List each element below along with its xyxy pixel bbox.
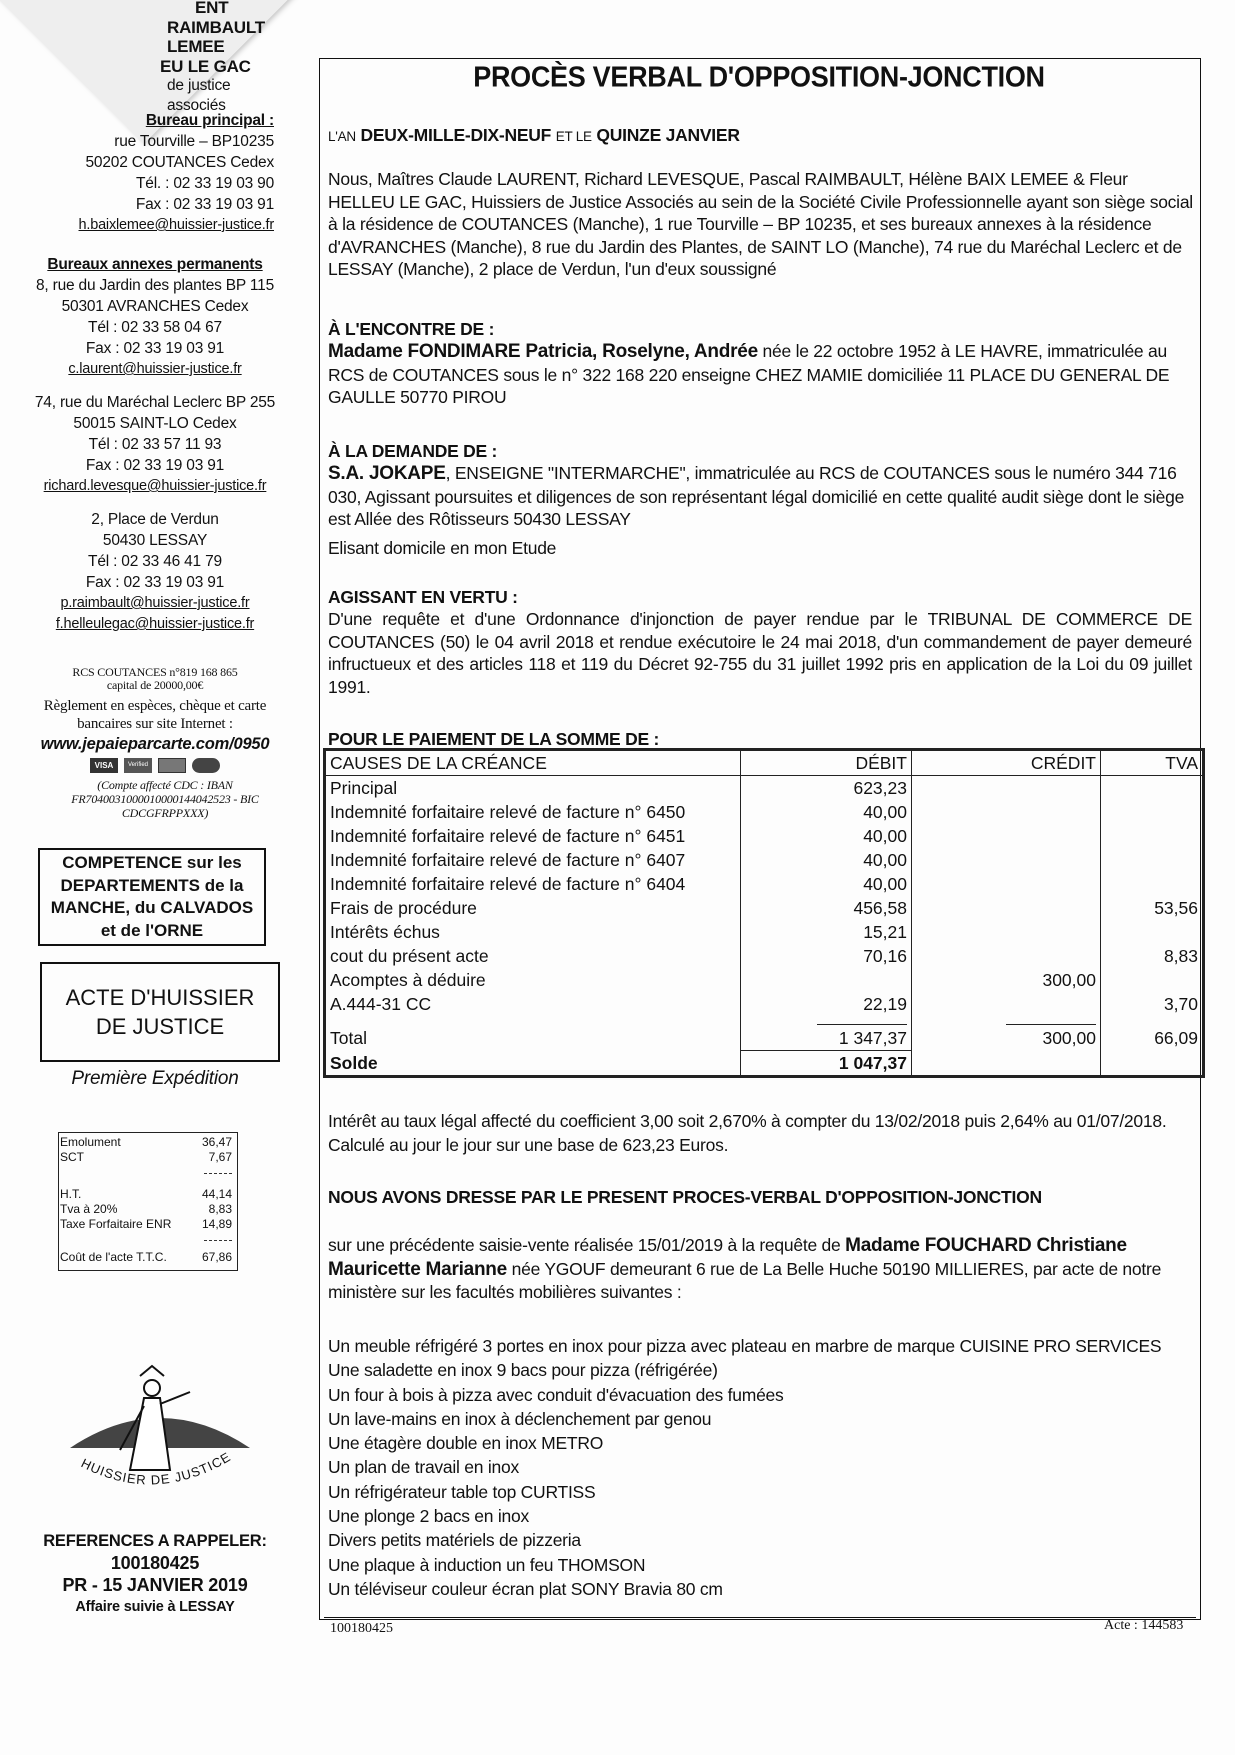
creance-row bbox=[325, 920, 1204, 944]
payment-website-link[interactable]: www.jepaieparcarte.com/0950 bbox=[40, 735, 270, 753]
annex-line: 74, rue du Maréchal Leclerc BP 255 bbox=[34, 394, 276, 411]
justice-figure-icon bbox=[120, 1366, 190, 1470]
subtotal-rule bbox=[1006, 1018, 1096, 1025]
creance-debit: 70,16 bbox=[741, 944, 912, 968]
saisie-requester-name-cont: Mauricette Marianne bbox=[328, 1258, 507, 1280]
creance-debit bbox=[741, 968, 912, 992]
vertu-paragraph: D'une requête et d'une Ordonnance d'injonction de payer rendue par le TRIBUNAL DE COMMERCE DE COUTANCES (50) le 04 avril 2018 et rendue exécutoire le 24 mai 2018, d'un commandement de payer demeuré infructueux et des articles 118 et 119 du Décret 92-755 du 31 juillet 1992 pris en application de la Loi du 09 juillet 1991. bbox=[328, 609, 1192, 697]
creance-tva bbox=[1101, 848, 1204, 872]
firm-line: LEMEE bbox=[167, 37, 225, 56]
creance-debit: 40,00 bbox=[741, 872, 912, 896]
creance-tva bbox=[1101, 872, 1204, 896]
annex-line: Tél : 02 33 58 04 67 bbox=[88, 319, 222, 336]
encontre-title: À L'ENCONTRE DE : bbox=[328, 319, 495, 339]
main-office-line: Tél. : 02 33 19 03 90 bbox=[136, 175, 274, 192]
intro-paragraph: Nous, Maîtres Claude LAURENT, Richard LEVESQUE, Pascal RAIMBAULT, Hélène BAIX LEMEE & Fleur HELLEU LE GAC, Huissiers de Justice Associés au sein de la Société Civile Professionnelle ayant son siège social à la résidence de COUTANCES (Manche), 1 rue Tourville – BP 10235, et ses bureaux annexes à la résidence d'AVRANCHES (Manche), 8 rue du Jardin des Plantes, de SAINT LO (Manche), 74 rue du Maréchal Leclerc et de LESSAY (Manche), 2 place de Verdun, l'un d'eux soussigné bbox=[328, 169, 1193, 279]
creance-credit bbox=[912, 920, 1101, 944]
date-day: QUINZE JANVIER bbox=[596, 125, 740, 145]
firm-line: RAIMBAULT bbox=[167, 17, 265, 37]
date-mid: ET LE bbox=[555, 129, 592, 144]
creance-cause: cout du présent acte bbox=[325, 944, 741, 968]
footer-rule bbox=[324, 1617, 1196, 1618]
creance-row bbox=[325, 944, 1204, 968]
header-causes: CAUSES DE LA CRÉANCE bbox=[325, 750, 741, 776]
saisie-requester-name: Madame FOUCHARD Christiane bbox=[845, 1235, 1127, 1256]
creance-credit bbox=[912, 944, 1101, 968]
visa-card-icon: VISA bbox=[90, 758, 118, 773]
demande-title: À LA DEMANDE DE : bbox=[328, 441, 498, 461]
firm-line: ENT bbox=[195, 0, 229, 17]
rcs-block bbox=[20, 666, 290, 692]
reference-date: PR - 15 JANVIER 2019 bbox=[62, 1575, 248, 1595]
fee-value: 14,89 bbox=[201, 1217, 232, 1231]
saisie-paragraph bbox=[328, 1234, 1196, 1304]
capital-amount: capital de 20000,00€ bbox=[106, 678, 204, 692]
main-office-title: Bureau principal : bbox=[145, 112, 274, 129]
document-title: PROCÈS VERBAL D'OPPOSITION-JONCTION bbox=[473, 61, 1045, 93]
creance-row bbox=[325, 968, 1204, 992]
creance-total-row bbox=[325, 1026, 1204, 1051]
seized-item: Un réfrigérateur table top CURTISS bbox=[328, 1481, 596, 1502]
fee-label: SCT bbox=[60, 1150, 84, 1164]
fee-row bbox=[60, 1217, 232, 1232]
creance-table-header bbox=[325, 750, 1204, 776]
fee-label: H.T. bbox=[60, 1187, 82, 1201]
fee-label: Taxe Forfaitaire ENR bbox=[60, 1217, 172, 1231]
fee-row bbox=[60, 1187, 232, 1202]
creditor-name: S.A. JOKAPE bbox=[328, 463, 446, 484]
creance-cause: Frais de procédure bbox=[325, 896, 741, 920]
fee-value: 7,67 bbox=[208, 1150, 232, 1164]
mastercard-icon bbox=[192, 758, 220, 773]
creance-cause: Principal bbox=[325, 776, 741, 801]
creance-row bbox=[325, 776, 1204, 801]
debtor-name: Madame FONDIMARE Patricia, Roselyne, Andrée bbox=[328, 341, 758, 362]
fee-label: Emolument bbox=[60, 1135, 121, 1149]
payment-info: Règlement en espèces, chèque et carte bancaires sur site Internet : bbox=[43, 698, 267, 732]
creance-tva bbox=[1101, 968, 1204, 992]
creance-tva: 8,83 bbox=[1163, 946, 1198, 966]
annex-offices-block bbox=[20, 254, 290, 635]
debtor-details: née le 22 octobre 1952 à LE HAVRE, immatriculée au RCS de COUTANCES sous le n° 322 168 220 enseigne CHEZ MAMIE domiciliée 11 PLACE DU GENERAL DE GAULLE 50770 PIROU bbox=[328, 341, 1170, 407]
creance-row bbox=[325, 800, 1204, 824]
verified-by-visa-icon: Verified bbox=[124, 758, 152, 773]
premiere-expedition: Première Expédition bbox=[71, 1068, 239, 1089]
seized-item: Un four à bois à pizza avec conduit d'évacuation des fumées bbox=[328, 1384, 784, 1405]
header-debit: DÉBIT bbox=[741, 750, 912, 776]
fee-value: 8,83 bbox=[208, 1202, 232, 1216]
seized-item: Un meuble réfrigéré 3 portes en inox pour pizza avec plateau en marbre de marque CUISINE PRO SERVICES bbox=[328, 1336, 1162, 1356]
creance-cause: Indemnité forfaitaire relevé de facture n° 6450 bbox=[325, 800, 741, 824]
demande-domicile: Elisant domicile en mon Etude bbox=[328, 538, 557, 558]
acte-huissier-text: ACTE D'HUISSIER DE JUSTICE bbox=[65, 985, 255, 1039]
fee-divider bbox=[204, 1240, 232, 1241]
creance-row bbox=[325, 872, 1204, 896]
annex-offices-title: Bureaux annexes permanents bbox=[47, 256, 263, 273]
seized-item: Divers petits matériels de pizzeria bbox=[328, 1530, 581, 1551]
solde-label: Solde bbox=[325, 1051, 741, 1077]
main-office-line: 50202 COUTANCES Cedex bbox=[85, 154, 274, 171]
annex-email-link[interactable]: richard.levesque@huissier-justice.fr bbox=[43, 478, 267, 494]
creditor-details: , ENSEIGNE "INTERMARCHE", immatriculée au RCS de COUTANCES sous le numéro 344 716 030, Agissant poursuites et diligences de son représentant légal domicilié en cette qualité audit siège dont le siège est Allée des Rôtisseurs 50430 LESSAY bbox=[328, 463, 1185, 529]
annex-email-link[interactable]: p.raimbault@huissier-justice.fr bbox=[60, 595, 250, 611]
annex-line: Fax : 02 33 19 03 91 bbox=[85, 457, 225, 474]
seized-items-list bbox=[328, 1334, 1196, 1601]
main-office-email-link[interactable]: h.baixlemee@huissier-justice.fr bbox=[78, 217, 274, 233]
firm-line: de justice associés bbox=[167, 77, 231, 114]
encontre-paragraph bbox=[328, 340, 1196, 409]
header-credit: CRÉDIT bbox=[912, 750, 1101, 776]
main-office-block bbox=[20, 110, 290, 236]
solde-amount: 1 047,37 bbox=[741, 1051, 912, 1077]
annex-line: Tél : 02 33 57 11 93 bbox=[88, 436, 222, 453]
annex-line: Fax : 02 33 19 03 91 bbox=[85, 574, 225, 591]
fee-row bbox=[60, 1135, 232, 1150]
creance-debit: 40,00 bbox=[741, 800, 912, 824]
annex-line: 50430 LESSAY bbox=[102, 532, 208, 549]
somme-title: POUR LE PAIEMENT DE LA SOMME DE : bbox=[328, 729, 660, 749]
dresse-title: NOUS AVONS DRESSE PAR LE PRESENT PROCES-VERBAL D'OPPOSITION-JONCTION bbox=[328, 1187, 1042, 1207]
spacer-cell bbox=[1101, 1016, 1204, 1026]
total-label: Total bbox=[325, 1026, 741, 1051]
sidebar-firm-header bbox=[60, 0, 280, 115]
seized-item: Une plonge 2 bacs en inox bbox=[328, 1506, 529, 1527]
cb-card-icon bbox=[158, 758, 186, 773]
empty-cell bbox=[912, 1051, 1101, 1077]
creance-credit bbox=[912, 992, 1101, 1016]
seized-item: Un téléviseur couleur écran plat SONY Bravia 80 cm bbox=[328, 1578, 723, 1599]
card-logos bbox=[90, 758, 220, 773]
competence-box bbox=[38, 848, 266, 946]
saisie-details: née YGOUF demeurant 6 rue de La Belle Huche 50190 MILLIERES, par acte de notre ministère sur les facultés mobilières suivantes : bbox=[328, 1258, 1162, 1302]
main-office-line: Fax : 02 33 19 03 91 bbox=[135, 196, 274, 213]
vertu-title: AGISSANT EN VERTU : bbox=[328, 587, 518, 607]
footer-acte-number: Acte : 144583 bbox=[1104, 1618, 1184, 1633]
annex-line: 50015 SAINT-LO Cedex bbox=[73, 415, 237, 432]
total-debit: 1 347,37 bbox=[741, 1026, 912, 1051]
demande-paragraph bbox=[328, 462, 1196, 531]
annex-email-link[interactable]: f.helleulegac@huissier-justice.fr bbox=[55, 616, 255, 632]
creance-tva bbox=[1101, 800, 1204, 824]
creance-tva bbox=[1101, 824, 1204, 848]
creance-tva bbox=[1101, 776, 1204, 801]
annex-email-link[interactable]: c.laurent@huissier-justice.fr bbox=[68, 361, 242, 377]
empty-cell bbox=[1101, 1051, 1204, 1077]
creance-solde-row bbox=[325, 1051, 1204, 1077]
creance-tva: 53,56 bbox=[1154, 898, 1198, 918]
fee-value: 44,14 bbox=[201, 1187, 232, 1201]
annex-line: Tél : 02 33 46 41 79 bbox=[88, 553, 222, 570]
creance-debit: 40,00 bbox=[741, 848, 912, 872]
creance-credit bbox=[912, 824, 1101, 848]
creance-debit: 456,58 bbox=[741, 896, 912, 920]
fee-label: Coût de l'acte T.T.C. bbox=[60, 1250, 167, 1264]
creance-credit bbox=[912, 848, 1101, 872]
references-title: REFERENCES A RAPPELER: bbox=[43, 1532, 267, 1550]
date-prefix: L'AN bbox=[328, 129, 356, 144]
interest-line-1: Intérêt au taux légal affecté du coefficient 3,00 soit 2,670% à compter du 13/02/2018 puis 2,64% au 01/07/2018. bbox=[328, 1111, 1167, 1131]
creance-credit bbox=[912, 872, 1101, 896]
creance-credit bbox=[912, 800, 1101, 824]
creance-cause: Acomptes à déduire bbox=[325, 968, 741, 992]
creance-cause: Indemnité forfaitaire relevé de facture n° 6404 bbox=[325, 872, 741, 896]
annex-line: Fax : 02 33 19 03 91 bbox=[85, 340, 225, 357]
seized-item: Un lave-mains en inox à déclenchement par genou bbox=[328, 1408, 712, 1429]
creance-cause: A.444-31 CC bbox=[325, 992, 741, 1016]
seized-item: Un plan de travail en inox bbox=[328, 1457, 519, 1478]
spacer-cell bbox=[325, 1016, 741, 1026]
seized-item: Une étagère double en inox METRO bbox=[328, 1433, 604, 1454]
document-date bbox=[328, 124, 1196, 149]
creance-row bbox=[325, 992, 1204, 1016]
rcs-number: RCS COUTANCES n°819 168 865 bbox=[72, 665, 238, 679]
subtotal-rule bbox=[817, 1018, 907, 1025]
fee-row bbox=[60, 1150, 232, 1165]
seized-item: Une saladette en inox 9 bacs pour pizza (réfrigérée) bbox=[328, 1360, 718, 1381]
fee-value: 67,86 bbox=[201, 1250, 232, 1264]
creance-debit: 623,23 bbox=[741, 776, 912, 801]
header-tva: TVA bbox=[1101, 750, 1204, 776]
creance-cause: Indemnité forfaitaire relevé de facture n° 6407 bbox=[325, 848, 741, 872]
fee-label: Tva à 20% bbox=[60, 1202, 118, 1216]
creance-cause: Indemnité forfaitaire relevé de facture n° 6451 bbox=[325, 824, 741, 848]
footer-reference: 100180425 bbox=[330, 1621, 393, 1636]
annex-line: 8, rue du Jardin des plantes BP 115 bbox=[35, 277, 274, 294]
reference-number: 100180425 bbox=[110, 1553, 200, 1573]
competence-text: COMPETENCE sur les DEPARTEMENTS de la MANCHE, du CALVADOS et de l'ORNE bbox=[50, 853, 254, 940]
creance-cause: Intérêts échus bbox=[325, 920, 741, 944]
creance-spacer-row bbox=[325, 1016, 1204, 1026]
interest-line-2: Calculé au jour le jour sur une base de 623,23 Euros. bbox=[328, 1135, 729, 1155]
creance-table bbox=[323, 748, 1205, 1078]
references-block bbox=[20, 1530, 290, 1618]
firm-line: EU LE GAC bbox=[160, 56, 251, 76]
spacer-cell bbox=[912, 1016, 1101, 1026]
fee-row bbox=[60, 1202, 232, 1217]
total-credit: 300,00 bbox=[912, 1026, 1101, 1051]
huissier-justice-logo bbox=[60, 1358, 260, 1508]
spacer-cell bbox=[741, 1016, 912, 1026]
creance-credit bbox=[912, 776, 1101, 801]
annex-line: 50301 AVRANCHES Cedex bbox=[61, 298, 249, 315]
saisie-intro: sur une précédente saisie-vente réalisée 15/01/2019 à la requête de bbox=[328, 1235, 841, 1255]
total-tva: 66,09 bbox=[1154, 1028, 1198, 1049]
creance-row bbox=[325, 896, 1204, 920]
creance-debit: 40,00 bbox=[741, 824, 912, 848]
fee-row bbox=[60, 1250, 232, 1265]
main-office-line: rue Tourville – BP10235 bbox=[114, 133, 274, 150]
date-year: DEUX-MILLE-DIX-NEUF bbox=[360, 125, 552, 145]
creance-tva: 3,70 bbox=[1163, 994, 1198, 1014]
cdc-account-info: (Compte affecté CDC : IBAN FR7040031000010000144042523 - BIC CDCGFRPPXXX) bbox=[71, 778, 259, 820]
creance-row bbox=[325, 824, 1204, 848]
annex-line: 2, Place de Verdun bbox=[91, 511, 219, 528]
seized-item: Une plaque à induction un feu THOMSON bbox=[328, 1554, 646, 1575]
acte-huissier-box bbox=[40, 962, 280, 1062]
creance-credit: 300,00 bbox=[912, 968, 1101, 992]
creance-debit: 15,21 bbox=[741, 920, 912, 944]
fee-divider bbox=[204, 1173, 232, 1174]
creance-tva bbox=[1101, 920, 1204, 944]
fee-value: 36,47 bbox=[201, 1135, 232, 1149]
logo-caption: HUISSIER DE JUSTICE bbox=[78, 1448, 234, 1488]
creance-debit: 22,19 bbox=[741, 992, 912, 1016]
reference-office: Affaire suivie à LESSAY bbox=[75, 1599, 235, 1615]
creance-row bbox=[325, 848, 1204, 872]
creance-credit bbox=[912, 896, 1101, 920]
